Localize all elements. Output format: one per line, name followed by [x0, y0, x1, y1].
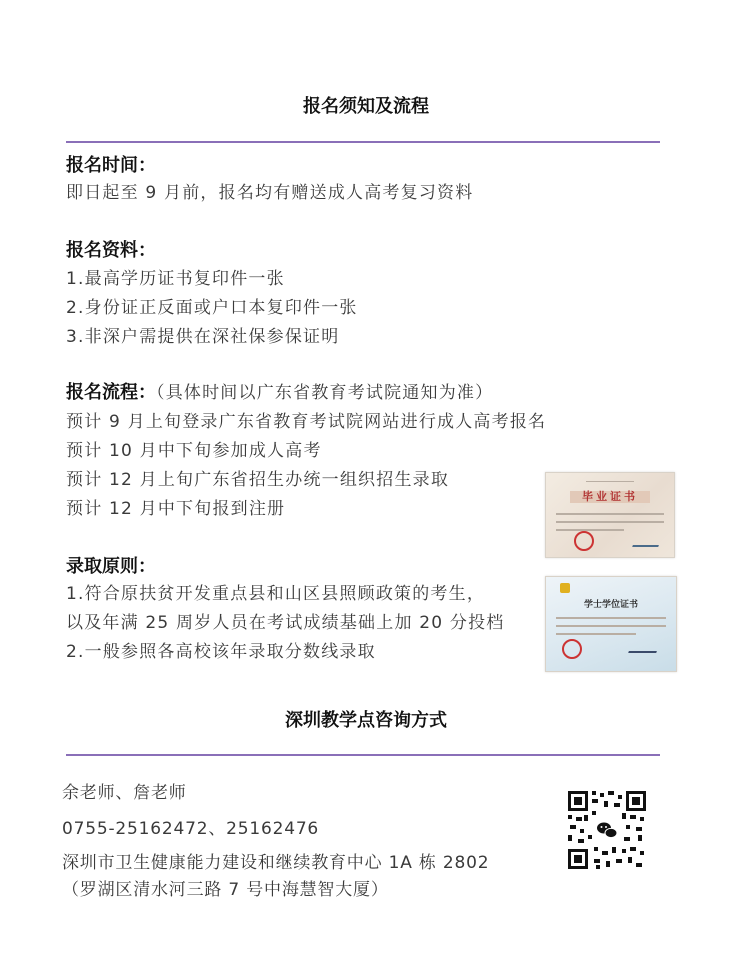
university-logo-icon — [560, 583, 570, 593]
divider-top — [66, 141, 660, 143]
degree-signature-icon — [628, 643, 660, 653]
page-title: 报名须知及流程 — [303, 96, 429, 117]
contact-address: 深圳市卫生健康能力建设和继续教育中心 1A 栋 2802 — [62, 853, 490, 873]
degree-certificate-image — [545, 576, 677, 672]
diploma-certificate-image — [545, 472, 675, 558]
contact-title: 深圳教学点咨询方式 — [285, 710, 447, 731]
admission-line-3: 2.一般参照各高校该年录取分数线录取 — [66, 642, 376, 662]
admission-line-2: 以及年满 25 周岁人员在考试成绩基础上加 20 分投档 — [66, 613, 505, 633]
materials-line-2: 2.身份证正反面或户口本复印件一张 — [66, 298, 358, 318]
process-heading-row — [66, 378, 493, 404]
process-heading: 报名流程： — [66, 382, 156, 403]
degree-title: 学士学位证书 — [583, 600, 638, 610]
admission-line-1: 1.符合原扶贫开发重点县和山区县照顾政策的考生， — [66, 584, 486, 604]
contact-phone: 0755-25162472、25162476 — [62, 819, 320, 839]
admission-heading: 录取原则： — [66, 556, 156, 577]
contact-address-note: （罗湖区清水河三路 7 号中海慧智大厦） — [62, 880, 389, 900]
materials-line-1: 1.最高学历证书复印件一张 — [66, 269, 285, 289]
process-line-3: 预计 12 月上旬广东省招生办统一组织招生录取 — [66, 470, 450, 490]
materials-line-3: 3.非深户需提供在深社保参保证明 — [66, 327, 340, 347]
diploma-seal-icon — [574, 531, 594, 551]
signature-icon — [632, 537, 662, 547]
time-line-1: 即日起至 9 月前，报名均有赠送成人高考复习资料 — [66, 183, 474, 203]
divider-bottom — [66, 754, 660, 756]
contact-teachers: 余老师、詹老师 — [62, 783, 187, 803]
process-line-2: 预计 10 月中下旬参加成人高考 — [66, 441, 322, 461]
diploma-title: 毕业证书 — [582, 490, 638, 503]
wechat-qr-code-icon — [566, 789, 648, 871]
process-line-4: 预计 12 月中下旬报到注册 — [66, 499, 286, 519]
process-note: （具体时间以广东省教育考试院通知为准） — [156, 383, 494, 403]
degree-seal-icon — [562, 639, 582, 659]
materials-heading: 报名资料： — [66, 240, 156, 261]
time-heading: 报名时间： — [66, 155, 156, 176]
process-line-1: 预计 9 月上旬登录广东省教育考试院网站进行成人高考报名 — [66, 412, 547, 432]
